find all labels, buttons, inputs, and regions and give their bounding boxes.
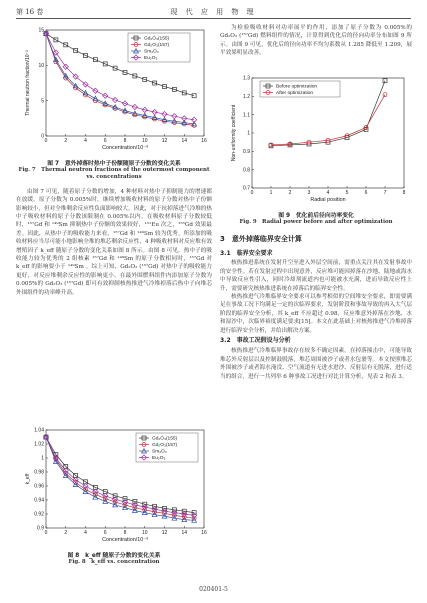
x-tick-label: 4: [326, 190, 330, 196]
journal-title: 现 代 应 用 物 理: [170, 8, 257, 16]
legend-label: Gd₂O₃(155): [144, 36, 170, 42]
paragraph: 为检验吸收材料对功率展平的作用，添加了原子分数为 0.005%的 Gd₂O₃ (¹⁵⁷Gd) 燃料组件的情况，计算得到优化后的径向功率分布如图 9 所示。由图 9 可见，优化后的径向功率不均匀系数从 1.285 降低至 1.209，展平效果明显改善。: [220, 25, 412, 57]
legend-label: Sm₂O₃: [152, 449, 167, 455]
section-3-body: [220, 259, 412, 485]
figure-8-caption-en: Fig. 8 k_eff vs. concentration: [68, 558, 160, 565]
y-tick-label: 0.8: [243, 167, 250, 174]
figure-7-chart: [16, 24, 212, 156]
right-intro-text: [220, 24, 412, 68]
y-tick-label: 1.1: [243, 112, 250, 119]
y-tick-label: 0.96: [34, 483, 44, 490]
y-axis-label: Non-uniformity coefficient: [231, 104, 237, 162]
running-header: [16, 6, 411, 19]
figure-7-caption-en: Fig. 7 Thermal neutron fractions of the outermost component vs. concentrations: [18, 167, 210, 181]
legend-label: Gd₂O₃(157): [144, 43, 170, 49]
section-3-title: 3 意外掉落临界安全计算: [220, 235, 302, 244]
x-tick-label: 12: [161, 529, 168, 536]
legend: [136, 433, 198, 462]
y-axis-label: Thermal neutron fraction/10⁻²: [25, 50, 31, 116]
figure-7-caption-cn: 图 7 意外掉落时热中子份额随原子分数的变化关系: [47, 161, 181, 167]
y-tick-label: 0: [41, 133, 44, 140]
legend-label: Before optimization: [276, 84, 318, 90]
figure-9-caption-cn: 图 9 优化前后径向功率变化: [278, 213, 354, 219]
legend-label: Eu₂O₃: [144, 56, 158, 62]
x-tick-label: 10: [141, 138, 148, 144]
y-tick-label: 0.94: [34, 497, 44, 504]
legend: [128, 33, 190, 62]
x-tick-label: 8: [123, 138, 127, 144]
y-tick-label: 5: [41, 98, 44, 105]
x-tick-label: 5: [345, 190, 349, 196]
x-tick-label: 0: [250, 190, 254, 196]
x-tick-label: 0: [44, 138, 48, 144]
x-tick-label: 4: [84, 138, 87, 144]
left-body-text: [16, 188, 212, 424]
y-tick-label: 1.2: [243, 94, 250, 101]
y-tick-label: 0.92: [34, 511, 44, 518]
y-tick-label: 15: [38, 27, 44, 34]
x-tick-label: 8: [402, 190, 406, 196]
x-tick-label: 6: [103, 529, 107, 536]
x-tick-label: 2: [64, 138, 68, 144]
x-tick-label: 2: [288, 190, 292, 196]
x-tick-label: 8: [123, 529, 127, 536]
y-tick-label: 0.98: [34, 469, 44, 476]
x-tick-label: 16: [201, 138, 207, 144]
x-tick-label: 6: [103, 138, 107, 144]
paragraph: 核热推进气冷堆临界事故存在较多不确定因素，在掉落撞击中，可能导致堆芯外反射层以及控制鼓脱落，堆芯周围被沙子或者水包裹等。本文按照堆芯外围被沙子或者海水淹没、空气流道有无进水进沙、反射层有无脱落，进行适当的组合，进行一共列举 6 种事故工况进行对比计算分析，见表 2 和表 3。: [220, 348, 412, 380]
x-tick-label: 12: [161, 138, 168, 144]
y-tick-label: 0.9: [37, 525, 44, 532]
legend-label: Sm₂O₃: [144, 49, 159, 55]
x-axis-label: Radial position: [310, 197, 346, 203]
figure-8-caption-cn: 图 8 k_eff 随原子分数的变化关系: [67, 552, 161, 559]
x-tick-label: 10: [141, 529, 148, 536]
legend: [260, 81, 340, 97]
x-tick-label: 4: [84, 529, 87, 536]
y-tick-label: 0.7: [243, 185, 250, 192]
x-tick-label: 7: [383, 190, 387, 196]
x-axis-label: Concentration/10⁻³: [102, 536, 148, 543]
figure-9-chart: [220, 68, 412, 208]
x-tick-label: 14: [181, 138, 188, 144]
section-3-2-title: 3.2 事故工况假设与分析: [220, 337, 291, 345]
x-axis-label: Concentration/10⁻³: [102, 145, 148, 151]
left-column: [16, 24, 212, 566]
y-tick-label: 1.3: [243, 75, 250, 82]
x-tick-label: 2: [64, 529, 68, 536]
x-tick-label: 16: [201, 529, 207, 536]
volume-label: 第 16 卷: [16, 8, 44, 16]
section-3-1-title: 3.1 临界安全要求: [220, 250, 273, 258]
legend-label: Eu₂O₃: [152, 456, 166, 462]
paragraph: 核热推进气冷堆临界安全要求可以参考相似的空间堆安全要求，即需要满足在事故工况下均满足一定的次临界要求，发射阶段和事故导致的再入大气层阶段的临界安全分析，其 k_eff 不应超过 0.98，反应堆意外掉落在沙地、水和湿沙中，次临界裕度满足要求[15]。本文在此基础上对核热推进气冷堆掉落进行临界安全分析，并给出解决方案。: [220, 294, 412, 334]
legend-label: After optimization: [276, 91, 314, 97]
legend-label: Gd₂O₃(155): [152, 436, 178, 442]
legend-label: Gd₂O₃(157): [152, 443, 178, 449]
x-tick-label: 0: [44, 529, 48, 536]
figure-8-chart: [16, 424, 212, 548]
paragraph: 核热推进系统在发射升空至进入外层空间前，需重点关注其在发射事故中的安全性。若在发射过程中出现意外，反应堆可能因掉落在沙地、陆地或海水中导致反应性引入，同时冷却剂流道内也可能被水充满，进而导致反应性上升，需要研究核热推进系统在掉落后的临界安全性。: [220, 260, 412, 292]
y-tick-label: 1.02: [34, 441, 44, 448]
x-tick-label: 14: [181, 529, 188, 536]
figure-9-caption-en: Fig. 9 Radial power before and after optimization: [239, 219, 393, 225]
y-tick-label: 1.04: [34, 427, 44, 434]
y-tick-label: 1: [247, 130, 250, 137]
page-number: 020401-5: [199, 586, 228, 593]
right-column: [220, 24, 412, 485]
y-tick-label: 1: [41, 455, 44, 462]
y-tick-label: 10: [38, 63, 44, 70]
y-tick-label: 0.9: [243, 149, 250, 156]
paragraph: 由图 7 可见，随着原子分数的增加，4 种材料对热中子抑制能力的增速都在放缓。原子分数为 0.005%时，继续增加吸收材料的原子分数对热中子份额影响较小，但对全堆剩余反应性负面影响较大。因此，对于抗掉落进气冷堆的热中子吸收材料的原子分数该限制在 0.005%以内。在吸收材料原子分数较低时，¹⁵⁷Gd 和 ¹⁴⁹Sm 抑制热中子份额的效果较好，¹⁵¹Eu 次之，¹⁵⁵Gd 效果最差。因此，从热中子的吸收能力来看，¹⁵⁷Gd 和 ¹⁴⁹Sm 较为优秀。所添加的吸收材料应当尽可能小地影响全堆的堆芯剩余反应性，4 种吸收材料对反应堆有效增殖因子 k_eff 随原子分数的变化关系如图 8 所示。由图 8 可见，热中子的吸收能力较为优秀的 2 组核素 ¹⁵⁷Gd 和 ¹⁴⁹Sm 的原子分数相同时，¹⁵⁷Gd 对 k_eff 的影响要小于 ¹⁴⁹Sm 。综上可知，Gd₂O₃ (¹⁵⁷Gd) 对热中子的吸收能力更好，对反应堆剩余反应性的影响更小，在最外围燃料组件内添加原子分数为 0.005%的 Gd₂O₃ (¹⁵⁷Gd) 即可有效抑制核热推进气冷堆掉落后热中子向堆芯外围组件的功率峰升高。: [16, 188, 212, 296]
x-tick-label: 3: [307, 190, 311, 196]
y-axis-label: k_eff: [25, 473, 31, 485]
x-tick-label: 6: [364, 190, 368, 196]
series-line: [271, 95, 385, 145]
x-tick-label: 1: [269, 190, 273, 196]
